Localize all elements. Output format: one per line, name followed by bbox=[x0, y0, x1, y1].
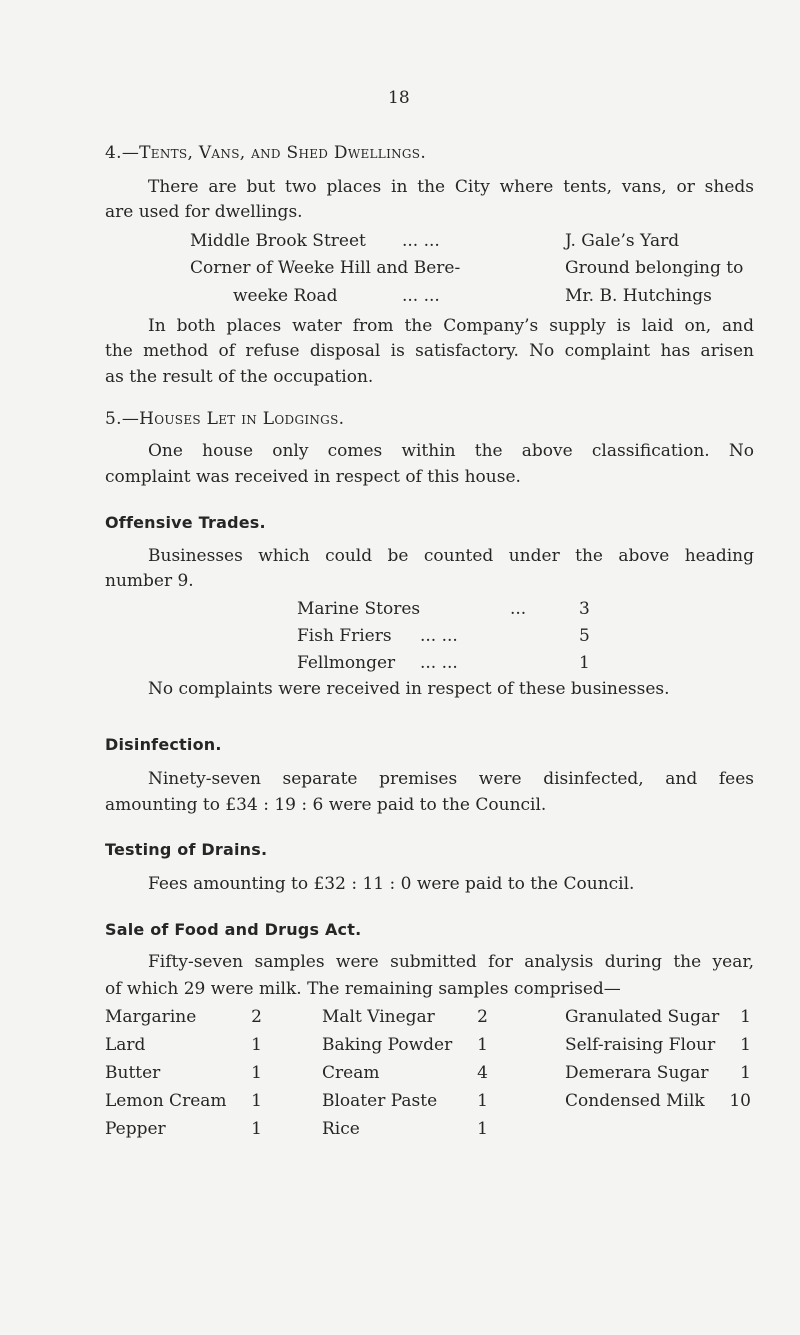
page-number: 18 bbox=[388, 88, 410, 108]
food-col3-item-2: Self-raising Flour bbox=[565, 1035, 716, 1055]
food-col2-item-4: Bloater Paste bbox=[322, 1091, 438, 1111]
food-col3-item-4: Condensed Milk bbox=[565, 1091, 705, 1111]
lodgings-line2: complaint was received in respect of this house. bbox=[105, 467, 521, 487]
food-col3-count-2: 1 bbox=[740, 1035, 751, 1055]
drains-heading: Testing of Drains. bbox=[105, 840, 268, 859]
place-3-owner: Mr. B. Hutchings bbox=[565, 286, 712, 306]
food-col2-count-2: 1 bbox=[477, 1035, 488, 1055]
tents-para-line3: as the result of the occupation. bbox=[105, 367, 374, 387]
food-col3-count-1: 1 bbox=[740, 1007, 751, 1027]
food-col1-count-4: 1 bbox=[251, 1091, 262, 1111]
tents-intro-line1: There are but two places in the City where tents, vans, or sheds bbox=[148, 177, 754, 197]
offensive-line1: Businesses which could be counted under the above heading bbox=[148, 546, 754, 566]
tents-para-line1: In both places water from the Company’s supply is laid on, and bbox=[148, 316, 754, 336]
offensive-heading: Offensive Trades. bbox=[105, 513, 266, 532]
food-col1-count-2: 1 bbox=[251, 1035, 262, 1055]
food-col1-item-5: Pepper bbox=[105, 1119, 166, 1139]
food-col1-item-1: Margarine bbox=[105, 1007, 197, 1027]
trade-3-count: 1 bbox=[579, 653, 590, 673]
food-col2-count-5: 1 bbox=[477, 1119, 488, 1139]
lodgings-heading-text: Houses Let in Lodgings. bbox=[139, 409, 345, 429]
drains-line1: Fees amounting to £32 : 11 : 0 were paid to the Council. bbox=[148, 874, 635, 894]
food-col2-item-1: Malt Vinegar bbox=[322, 1007, 435, 1027]
offensive-line2: number 9. bbox=[105, 571, 194, 591]
trade-3-dots: ... ... bbox=[420, 653, 458, 673]
lodgings-number: 5.— bbox=[105, 409, 140, 429]
food-col3-count-3: 1 bbox=[740, 1063, 751, 1083]
tents-heading-text: Tents, Vans, and Shed Dwellings. bbox=[139, 143, 427, 163]
food-col1-count-5: 1 bbox=[251, 1119, 262, 1139]
food-col1-item-3: Butter bbox=[105, 1063, 161, 1083]
disinfection-line2: amounting to £34 : 19 : 6 were paid to the Council. bbox=[105, 795, 547, 815]
trade-2-dots: ... ... bbox=[420, 626, 458, 646]
trade-2-name: Fish Friers bbox=[297, 626, 392, 646]
trade-1-name: Marine Stores bbox=[297, 599, 421, 619]
food-col1-count-1: 2 bbox=[251, 1007, 262, 1027]
trade-1-dots: ... bbox=[510, 599, 527, 619]
food-col2-count-3: 4 bbox=[477, 1063, 488, 1083]
trade-2-count: 5 bbox=[579, 626, 590, 646]
lodgings-line1: One house only comes within the above classification. No bbox=[148, 441, 754, 461]
food-col3-item-1: Granulated Sugar bbox=[565, 1007, 720, 1027]
food-col2-count-4: 1 bbox=[477, 1091, 488, 1111]
place-3: weeke Road bbox=[233, 286, 338, 306]
food-col2-item-5: Rice bbox=[322, 1119, 360, 1139]
place-2: Corner of Weeke Hill and Bere- bbox=[190, 258, 461, 278]
tents-heading bbox=[105, 143, 426, 163]
food-col2-count-1: 2 bbox=[477, 1007, 488, 1027]
disinfection-line1: Ninety-seven separate premises were disinfected, and fees bbox=[148, 769, 754, 789]
place-1-owner: J. Gale’s Yard bbox=[565, 231, 680, 251]
tents-para-line2: the method of refuse disposal is satisfactory. No complaint has arisen bbox=[105, 341, 754, 361]
place-2-owner: Ground belonging to bbox=[565, 258, 744, 278]
food-col1-count-3: 1 bbox=[251, 1063, 262, 1083]
food-col3-count-4: 10 bbox=[729, 1091, 751, 1111]
tents-number: 4.— bbox=[105, 143, 140, 163]
food-col1-item-2: Lard bbox=[105, 1035, 146, 1055]
food-heading: Sale of Food and Drugs Act. bbox=[105, 920, 362, 939]
food-line1: Fifty-seven samples were submitted for analysis during the year, bbox=[148, 952, 754, 972]
disinfection-heading: Disinfection. bbox=[105, 735, 222, 754]
lodgings-heading bbox=[105, 409, 344, 429]
food-line2: of which 29 were milk. The remaining samples comprised— bbox=[105, 979, 621, 999]
food-col1-item-4: Lemon Cream bbox=[105, 1091, 227, 1111]
offensive-closing: No complaints were received in respect of these businesses. bbox=[148, 679, 670, 699]
place-3-dots: ... ... bbox=[402, 286, 440, 306]
tents-intro-line2: are used for dwellings. bbox=[105, 202, 303, 222]
food-col2-item-2: Baking Powder bbox=[322, 1035, 453, 1055]
place-1: Middle Brook Street bbox=[190, 231, 366, 251]
trade-1-count: 3 bbox=[579, 599, 590, 619]
food-col3-item-3: Demerara Sugar bbox=[565, 1063, 709, 1083]
place-1-dots: ... ... bbox=[402, 231, 440, 251]
trade-3-name: Fellmonger bbox=[297, 653, 396, 673]
food-col2-item-3: Cream bbox=[322, 1063, 380, 1083]
